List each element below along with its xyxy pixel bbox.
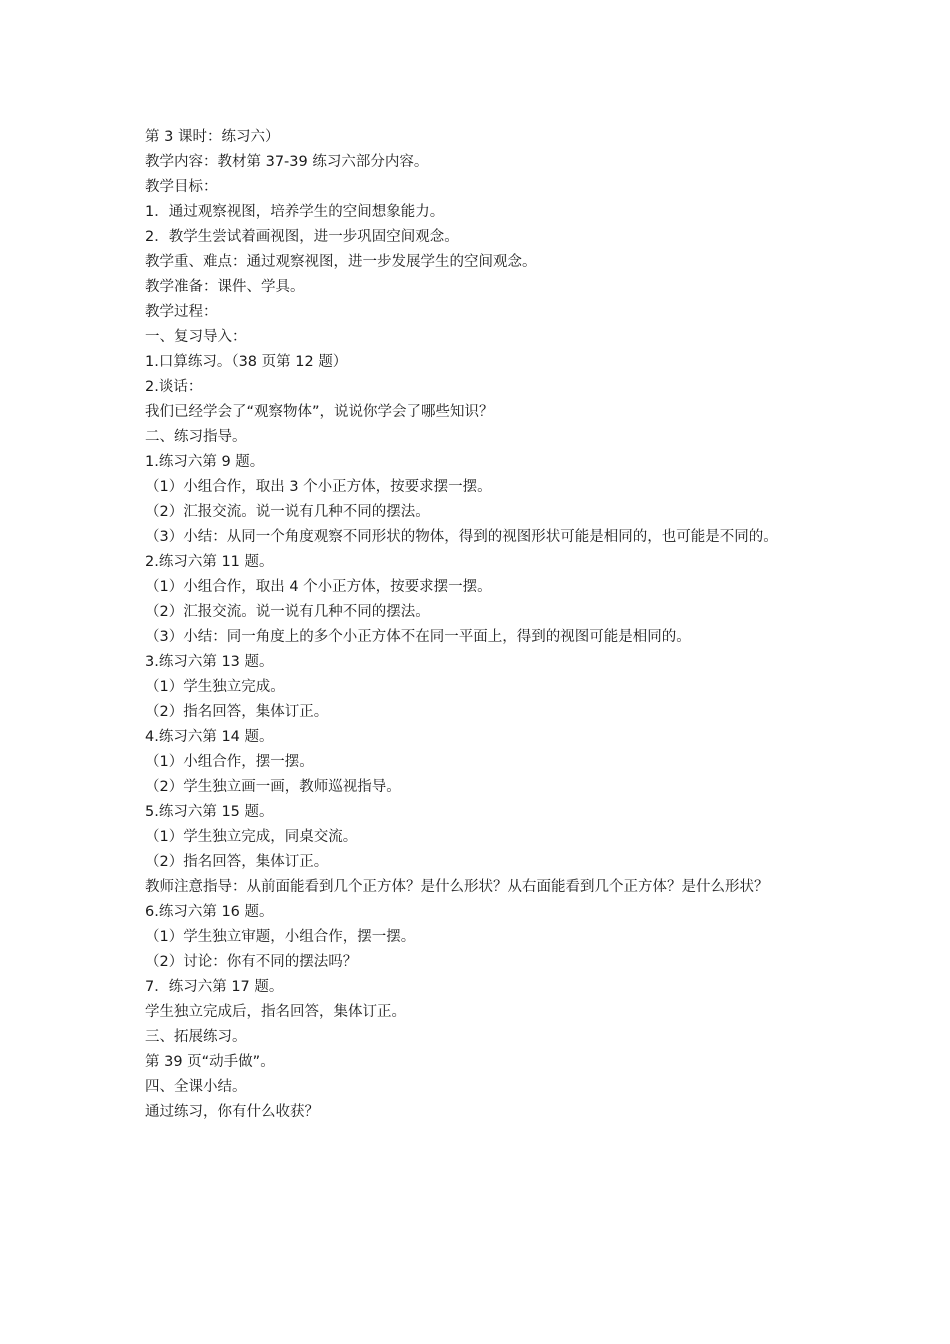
section-heading: 四、全课小结。 [145, 1079, 247, 1095]
exercise-heading: 3.练习六第 13 题。 [145, 654, 274, 670]
text-line: （2）汇报交流。说一说有几种不同的摆法。 [145, 604, 430, 620]
text-line: （1）学生独立完成，同桌交流。 [145, 829, 358, 845]
text-line: 1.口算练习。（38 页第 12 题） [145, 354, 348, 370]
text-line: 第 39 页“动手做”。 [145, 1054, 275, 1070]
text-line: （1）学生独立审题，小组合作，摆一摆。 [145, 929, 416, 945]
section-heading: 一、复习导入： [145, 329, 247, 345]
text-line: 教师注意指导：从前面能看到几个正方体？是什么形状？从右面能看到几个正方体？是什么形状？ [145, 879, 769, 895]
text-line: （1）小组合作，取出 3 个小正方体，按要求摆一摆。 [145, 479, 492, 495]
key-points: 教学重、难点：通过观察视图，进一步发展学生的空间观念。 [145, 254, 537, 270]
goal-item: 2．教学生尝试着画视图，进一步巩固空间观念。 [145, 229, 459, 245]
goal-item: 1．通过观察视图，培养学生的空间想象能力。 [145, 204, 445, 220]
text-line: （1）学生独立完成。 [145, 679, 285, 695]
text-line: （1）小组合作，摆一摆。 [145, 754, 314, 770]
text-line: （2）指名回答，集体订正。 [145, 704, 329, 720]
text-line: 我们已经学会了“观察物体”，说说你学会了哪些知识？ [145, 404, 494, 420]
text-line: 通过练习，你有什么收获？ [145, 1104, 319, 1120]
exercise-heading: 1.练习六第 9 题。 [145, 454, 265, 470]
teaching-goals-heading: 教学目标： [145, 179, 218, 195]
section-heading: 二、练习指导。 [145, 429, 247, 445]
text-line: （1）小组合作，取出 4 个小正方体，按要求摆一摆。 [145, 579, 492, 595]
text-line: 学生独立完成后，指名回答，集体订正。 [145, 1004, 406, 1020]
text-line: （3）小结：从同一个角度观察不同形状的物体，得到的视图形状可能是相同的，也可能是不同的。 [145, 529, 778, 545]
teaching-process-heading: 教学过程： [145, 304, 218, 320]
exercise-heading: 2.练习六第 11 题。 [145, 554, 274, 570]
teaching-preparation: 教学准备：课件、学具。 [145, 279, 305, 295]
exercise-heading: 7．练习六第 17 题。 [145, 979, 284, 995]
section-heading: 三、拓展练习。 [145, 1029, 247, 1045]
text-line: 2.谈话： [145, 379, 203, 395]
text-line: （2）学生独立画一画，教师巡视指导。 [145, 779, 401, 795]
teaching-content: 教学内容：教材第 37-39 练习六部分内容。 [145, 154, 429, 170]
text-line: （2）汇报交流。说一说有几种不同的摆法。 [145, 504, 430, 520]
text-line: （2）指名回答，集体订正。 [145, 854, 329, 870]
text-line: （2）讨论：你有不同的摆法吗？ [145, 954, 358, 970]
exercise-heading: 4.练习六第 14 题。 [145, 729, 274, 745]
exercise-heading: 6.练习六第 16 题。 [145, 904, 274, 920]
document-body [145, 125, 813, 1125]
exercise-heading: 5.练习六第 15 题。 [145, 804, 274, 820]
text-line: （3）小结：同一角度上的多个小正方体不在同一平面上，得到的视图可能是相同的。 [145, 629, 691, 645]
lesson-title: 第 3 课时：练习六） [145, 129, 280, 145]
